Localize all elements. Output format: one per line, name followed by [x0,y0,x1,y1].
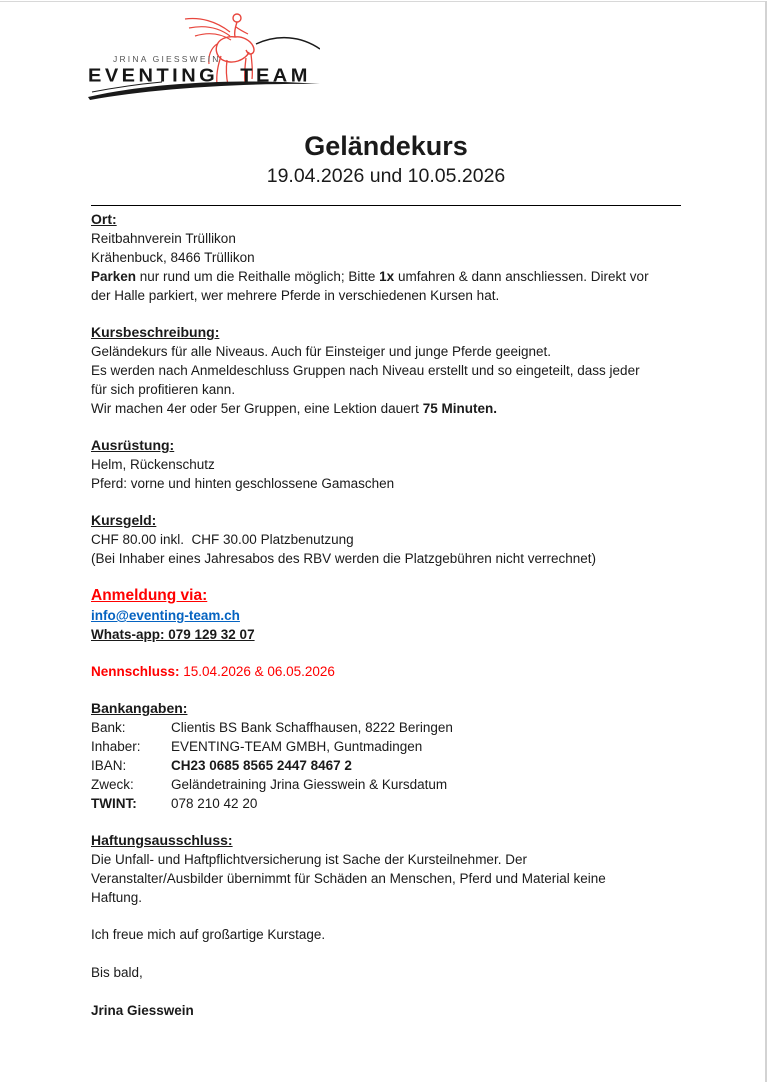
section-heading-kursbeschreibung: Kursbeschreibung: [91,324,220,340]
text-segment: IBAN: [91,758,127,773]
text-segment: Clientis BS Bank Schaffhausen, 8222 Beringen [171,720,453,735]
text-segment: Bis bald, [91,965,143,980]
text-segment: (Bei Inhaber eines Jahresabos des RBV werden die Platzgebühren nicht verrechnet) [91,551,597,566]
section-ausruestung [91,436,681,493]
logo-owner-name: JRINA GIESSWEIN [113,54,221,64]
text-segment: Whats-app: 079 129 32 07 [91,627,255,642]
text-segment: Geländetraining Jrina Giesswein & Kursdatum [171,777,448,792]
speed-lines-icon [185,19,231,40]
text-segment: Es werden nach Anmeldeschluss Gruppen nach Niveau erstellt und so eingeteilt, dass jeder [91,363,640,378]
section-heading-ausruestung: Ausrüstung: [91,437,175,453]
section-body-nennschluss [91,662,681,681]
text-line [91,286,681,305]
text-line [91,925,681,944]
text-segment: 1x [379,269,395,284]
section-bankangaben [91,699,681,813]
text-line [91,718,681,737]
section-body-kursgeld [91,530,681,568]
text-line [91,229,681,248]
document-header [0,131,772,188]
section-ort [91,210,681,305]
eventing-team-wordmark [88,66,311,87]
text-line [91,963,681,982]
section-heading-kursgeld: Kursgeld: [91,512,157,528]
team-logo [88,10,320,106]
text-line [91,662,681,681]
text-line [91,850,681,869]
text-segment: 15.04.2026 & 06.05.2026 [183,664,335,679]
text-segment: CHF 80.00 inkl. CHF 30.00 Platzbenutzung [91,532,354,547]
text-segment: EVENTING-TEAM GMBH, Guntmadingen [171,739,423,754]
section-heading-bankangaben: Bankangaben: [91,700,188,716]
section-heading-ort: Ort: [91,211,117,227]
text-segment: der Halle parkiert, wer mehrere Pferde in verschiedenen Kursen hat. [91,288,500,303]
text-segment: Jrina Giesswein [91,1003,194,1018]
wordmark-eventing: EVENTING [88,65,219,87]
document-body [91,205,681,1020]
text-segment: 078 210 42 20 [171,796,258,811]
text-line [91,361,681,380]
text-segment: Veranstalter/Ausbilder übernimmt für Schäden an Menschen, Pferd und Material keine [91,871,606,886]
text-segment: für sich profitieren kann. [91,382,236,397]
email-link[interactable]: info@eventing-team.ch [91,608,240,623]
text-line [91,794,681,813]
text-segment: CH23 0685 8565 2447 8467 2 [171,758,352,773]
text-line [91,399,681,418]
text-segment: Bank: [91,720,126,735]
text-line [91,775,681,794]
text-segment: Zweck: [91,777,134,792]
text-segment: Reitbahnverein Trüllikon [91,231,236,246]
text-segment: Ich freue mich auf großartige Kurstage. [91,927,326,942]
section-haftungsausschluss [91,831,681,907]
section-body-kursbeschreibung [91,342,681,418]
section-body-ort [91,229,681,305]
section-kursgeld [91,511,681,568]
text-line [91,549,681,568]
section-heading-anmeldung: Anmeldung via: [91,587,208,604]
text-segment: Helm, Rückenschutz [91,457,215,472]
section-closing [91,925,681,1020]
section-body-haftungsausschluss [91,850,681,907]
text-segment: TWINT: [91,796,137,811]
text-segment: Wir machen 4er oder 5er Gruppen, eine Lektion dauert [91,401,423,416]
text-segment: Krähenbuck, 8466 Trüllikon [91,250,255,265]
text-line [91,380,681,399]
text-line [91,474,681,493]
text-line [91,756,681,775]
text-line [91,342,681,361]
text-segment: Parken [91,269,137,284]
section-body-ausruestung [91,455,681,493]
text-line [91,267,681,286]
text-line [91,530,681,549]
section-nennschluss [91,662,681,681]
section-kursbeschreibung [91,323,681,418]
text-line [91,982,681,1001]
text-segment: nur rund um die Reithalle möglich; Bitte [136,269,380,284]
course-dates: 19.04.2026 und 10.05.2026 [266,165,506,187]
text-segment: Geländekurs für alle Niveaus. Auch für Einsteiger und junge Pferde geeignet. [91,344,552,359]
text-line [91,869,681,888]
section-body-anmeldung [91,606,681,644]
section-anmeldung [91,586,681,644]
section-body-closing [91,925,681,1020]
page-title: Geländekurs [304,131,468,161]
text-line [91,455,681,474]
divider [91,205,681,206]
section-body-bankangaben [91,718,681,813]
text-line [91,888,681,907]
page-edge-top [0,1,766,2]
text-line [91,1001,681,1020]
text-segment: Inhaber: [91,739,141,754]
wordmark-team: TEAM [240,65,311,87]
text-line [91,248,681,267]
text-line [91,737,681,756]
section-heading-haftungsausschluss: Haftungsausschluss: [91,832,233,848]
text-segment: umfahren & dann anschliessen. Direkt vor [394,269,649,284]
text-line [91,944,681,963]
text-segment: Die Unfall- und Haftpflichtversicherung ist Sache der Kursteilnehmer. Der [91,852,527,867]
text-segment: Nennschluss: [91,664,184,679]
text-segment: Pferd: vorne und hinten geschlossene Gamaschen [91,476,395,491]
text-line [91,625,681,644]
text-line [91,606,681,625]
text-segment: Haftung. [91,890,143,905]
text-segment: 75 Minuten. [422,401,497,416]
